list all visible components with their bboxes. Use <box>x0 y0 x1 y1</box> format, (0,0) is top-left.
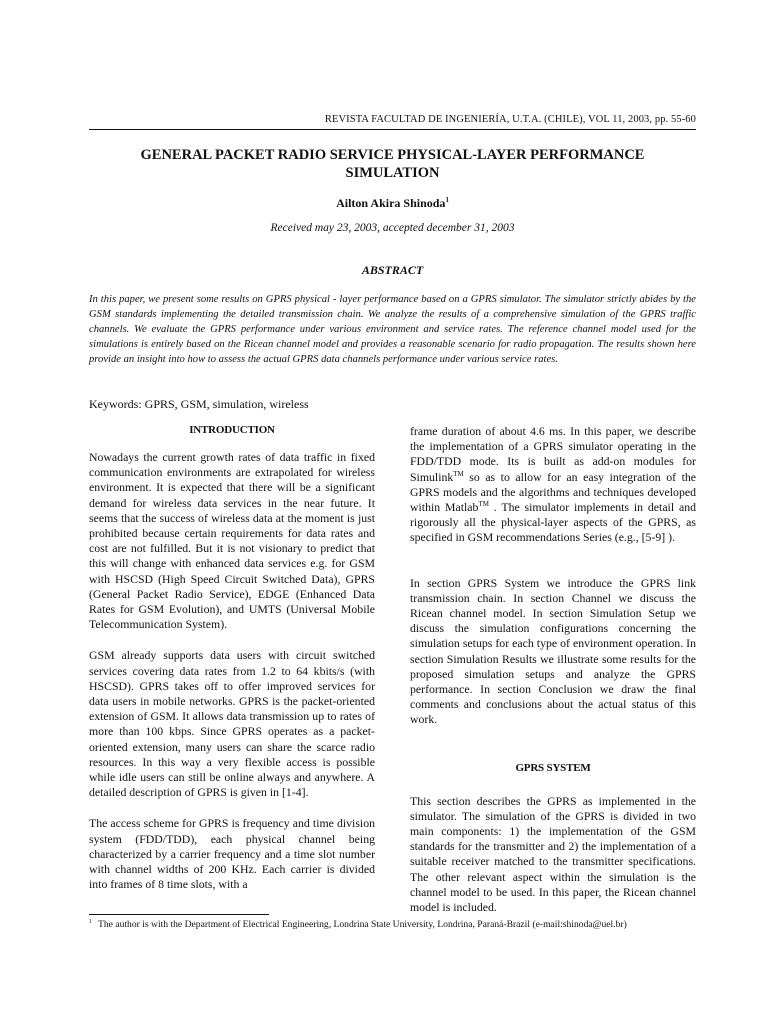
footnote-text: The author is with the Department of Electrical Engineering, Londrina State University, Londrina, Paraná-Brazil (e-mail:shinoda@uel.br) <box>98 919 627 931</box>
author-footnote-mark: 1 <box>445 196 449 204</box>
author-name: Ailton Akira Shinoda <box>336 196 446 210</box>
title-line-1: GENERAL PACKET RADIO SERVICE PHYSICAL-LAYER PERFORMANCE <box>140 147 645 163</box>
para4-part-2: so as to allow for an easy integration of the GPRS models and the algorithms and techniques developed within Matlab <box>410 469 696 515</box>
footnote <box>89 919 696 930</box>
intro-paragraph-3: The access scheme for GPRS is frequency and time division system (FDD/TDD), each physical channel being characterized by a carrier frequency and a time slot number with channel widths of 200 KHz. Each carrier is divided into frames of 8 time slots, with a <box>89 816 375 892</box>
author <box>89 196 696 211</box>
trademark-matlab: TM <box>478 500 489 509</box>
keywords: Keywords: GPRS, GSM, simulation, wireless <box>89 397 309 411</box>
introduction-heading: INTRODUCTION <box>189 424 275 436</box>
left-column <box>89 424 375 908</box>
footnote-mark: 1 <box>89 919 92 925</box>
para4-part-1: frame duration of about 4.6 ms. In this paper, we describe the implementation of a GPRS simulator operating in the FDD/TDD mode. Its is built as add-on modules for Simulink <box>410 424 696 484</box>
gprs-system-heading: GPRS SYSTEM <box>515 761 591 774</box>
intro-paragraph-2: GSM already supports data users with circuit switched services covering data rates from 1.2 to 64 kbits/s (with HSCSD). GPRS takes off to offer improved services for data users in mobile networks. GPRS is the packet-oriented extension of GSM. It allows data transmission up to rates of more than 100 kbps. Since GPRS operates as a packet-oriented extension, many users can share the scarce radio resources. In this way a very flexible access is possible while idle users can still be online always and anywhere. A detailed description of GPRS is given in [1-4]. <box>89 648 375 800</box>
paper-title <box>89 146 696 182</box>
title-line-2: SIMULATION <box>345 165 440 181</box>
para4-part-3: . The simulator implements in detail and rigorously all the physical-layer aspects of the GPRS, as specified in GSM recommendations Series (e.g., [5-9] ). <box>410 500 696 545</box>
right-column <box>410 424 696 931</box>
abstract-body: In this paper, we present some results on GPRS physical - layer performance based on a GPRS simulator. The simulator strictly abides by the GSM standards implementing the detailed transmission chain. We analyze the results of a comprehensive simulation of the GPRS traffic channels. We evaluate the GPRS performance under various environment and service rates. The reference channel model used for the simulations is entirely based on the Ricean channel model and provides a reasonable scenario for radio propagation. The results shown here provide an insight into how to assess the actual GPRS data channels performance under various service rates. <box>89 294 696 365</box>
header-rule <box>89 129 696 130</box>
received-dates: Received may 23, 2003, accepted december 31, 2003 <box>270 222 515 234</box>
journal-header: REVISTA FACULTAD DE INGENIERÍA, U.T.A. (CHILE), VOL 11, 2003, pp. 55-60 <box>324 114 696 125</box>
gprs-system-paragraph: This section describes the GPRS as implemented in the simulator. The simulation of the GPRS is divided in two main components: 1) the implementation of the GSM standards for the transmitter and 2) the implementation of a suitable receiver matched to the transmitter specifications. The other relevant aspect within the simulation is the channel model to be used. In this paper, the Ricean channel model is included. <box>410 793 696 915</box>
trademark-simulink: TM <box>453 469 464 478</box>
intro-paragraph-4 <box>410 424 696 546</box>
intro-paragraph-1: Nowadays the current growth rates of data traffic in fixed communication environments are extrapolated for wireless environment. It is expected that there will be a significant demand for wireless data services in the near future. It seems that the success of wireless data at the moment is just prohibited because certain requirements for data rates and cost are not fulfilled. But it is not visionary to predict that this will change with enhanced data services e.g. for GSM with HSCSD (High Speed Circuit Switched Data), GPRS (General Packet Radio Service), EDGE (Enhanced Data Rates for GSM Evolution), and UMTS (Universal Mobile Telecommunication System). <box>89 450 375 632</box>
footnote-rule <box>89 914 269 915</box>
intro-paragraph-5: In section GPRS System we introduce the GPRS link transmission chain. In section Channel we discuss the Ricean channel model. In section Simulation Setup we discuss the simulation configurations concerning the simulation setups for each type of environment operation. In section Simulation Results we illustrate some results for the proposed simulation setups and analyze the GPRS performance. In section Conclusion we draw the final comments and conclusions about the actual status of this work. <box>410 575 696 727</box>
abstract-heading: ABSTRACT <box>361 263 424 277</box>
